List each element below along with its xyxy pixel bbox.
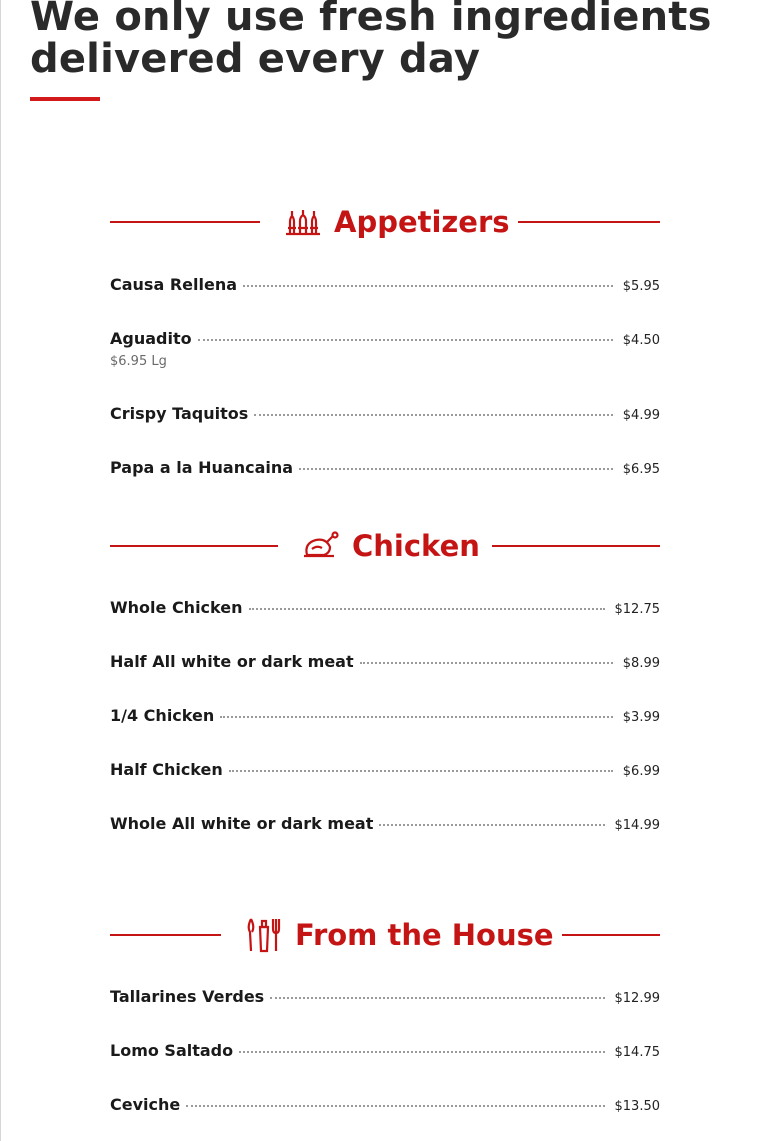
item-price: $8.99: [622, 656, 660, 671]
header-rule-right: [511, 221, 660, 223]
page-left-border: [0, 0, 1, 1141]
item-name: Lomo Saltado: [110, 1041, 234, 1060]
item-price: $14.75: [614, 1045, 660, 1060]
item-name: Whole Chicken: [110, 598, 243, 617]
item-name: Ceviche: [110, 1095, 181, 1114]
header-rule-right: [492, 545, 660, 547]
bottles-icon: [284, 205, 322, 239]
item-price: $12.75: [614, 602, 660, 617]
item-price: $4.99: [622, 408, 660, 423]
header-rule-left: [110, 934, 221, 936]
section-header-from-the-house: [110, 915, 660, 955]
section-heading: [294, 526, 488, 566]
item-name: Half Chicken: [110, 760, 223, 779]
item-price: $13.50: [614, 1099, 660, 1114]
item-price: $3.99: [622, 710, 660, 725]
menu-item[interactable]: [110, 275, 660, 294]
section-header-chicken: [110, 526, 660, 566]
item-sub-price: $6.95 Lg: [110, 354, 167, 369]
header-rule-left: [110, 545, 278, 547]
menu-item[interactable]: [110, 814, 660, 833]
item-price: $4.50: [622, 333, 660, 348]
dotted-leader: [249, 608, 605, 610]
dotted-leader: [254, 414, 613, 416]
section-title: Chicken: [352, 529, 480, 563]
section-heading: [237, 915, 562, 955]
dotted-leader: [198, 339, 613, 341]
dotted-leader: [270, 997, 604, 999]
menu-item[interactable]: [110, 458, 660, 477]
item-price: $12.99: [614, 991, 660, 1006]
menu-item[interactable]: [110, 1041, 660, 1060]
menu-item[interactable]: [110, 652, 660, 671]
item-name: Aguadito: [110, 329, 192, 348]
item-price: $14.99: [614, 818, 660, 833]
page-title: We only use fresh ingredients delivered every day: [30, 0, 712, 82]
title-underline: [30, 97, 100, 101]
item-price: $5.95: [622, 279, 660, 294]
section-header-appetizers: [110, 202, 660, 242]
section-title: Appetizers: [334, 205, 510, 239]
roast-chicken-icon: [302, 529, 340, 563]
menu-item[interactable]: [110, 329, 660, 369]
menu-item[interactable]: [110, 1095, 660, 1114]
dotted-leader: [379, 824, 604, 826]
item-name: Crispy Taquitos: [110, 404, 249, 423]
item-name: Half All white or dark meat: [110, 652, 354, 671]
menu-item[interactable]: [110, 987, 660, 1006]
menu-item[interactable]: [110, 404, 660, 423]
item-name: Papa a la Huancaina: [110, 458, 294, 477]
item-name: Tallarines Verdes: [110, 987, 265, 1006]
section-heading: [276, 202, 518, 242]
menu-item[interactable]: [110, 706, 660, 725]
menu-item[interactable]: [110, 598, 660, 617]
dotted-leader: [243, 285, 613, 287]
section-title: From the House: [295, 918, 554, 952]
dotted-leader: [220, 716, 613, 718]
item-name: 1/4 Chicken: [110, 706, 215, 725]
item-name: Causa Rellena: [110, 275, 237, 294]
dotted-leader: [299, 468, 613, 470]
dotted-leader: [360, 662, 613, 664]
item-name: Whole All white or dark meat: [110, 814, 374, 833]
dotted-leader: [229, 770, 613, 772]
utensils-icon: [245, 918, 283, 952]
item-price: $6.95: [622, 462, 660, 477]
dotted-leader: [239, 1051, 604, 1053]
header-rule-right: [549, 934, 660, 936]
header-rule-left: [110, 221, 260, 223]
item-price: $6.99: [622, 764, 660, 779]
menu-item[interactable]: [110, 760, 660, 779]
dotted-leader: [186, 1105, 604, 1107]
